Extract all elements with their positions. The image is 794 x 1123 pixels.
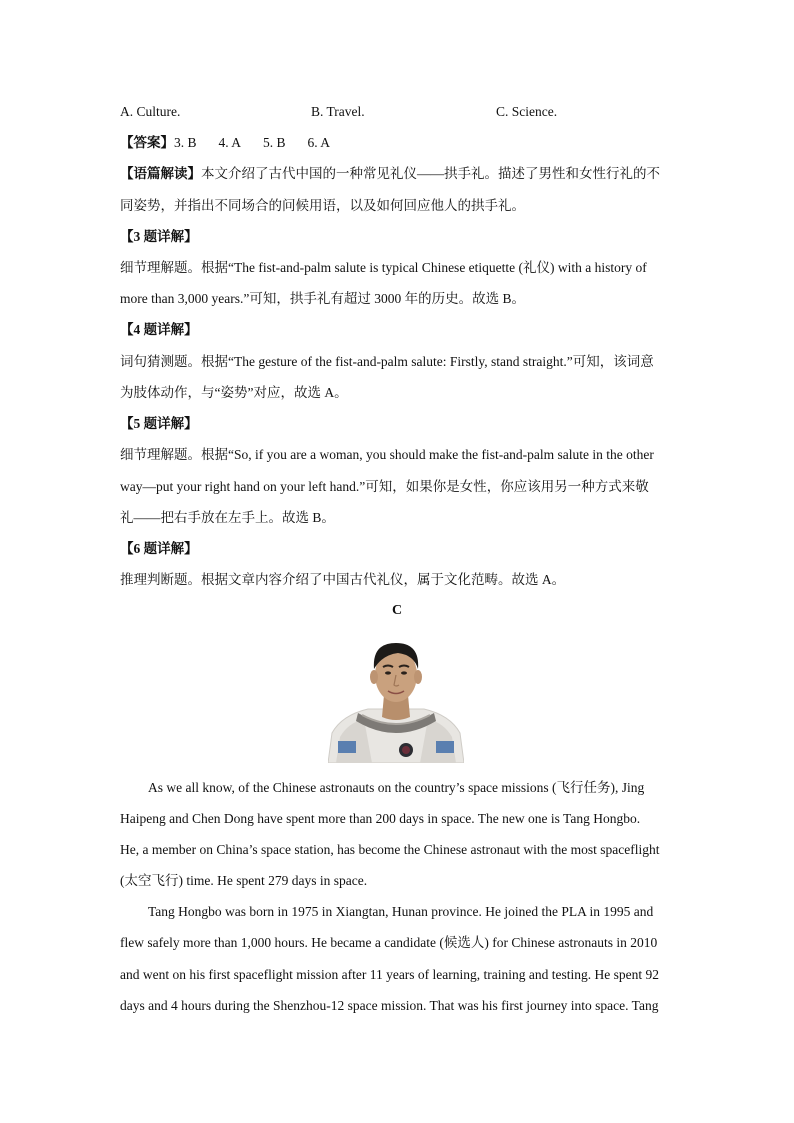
q6-heading: 【6 题详解】 (120, 541, 198, 556)
answer-line (120, 133, 675, 153)
passage-p2-line-1: Tang Hongbo was born in 1975 in Xiangtan, Hunan province. He joined the PLA in 1995 and (148, 904, 654, 919)
answer-item: 4. A (218, 135, 242, 150)
passage-p1-line-1: As we all know, of the Chinese astronauts on the country’s space missions (飞行任务), Jing (148, 780, 645, 795)
q5-line-1: 细节理解题。根据“So, if you are a woman, you should make the fist-and-palm salute in the other (120, 447, 654, 462)
q3-line-2: more than 3,000 years.”可知，拱手礼有超过 3000 年的历史。故选 B。 (120, 291, 525, 306)
option-b: B. Travel. (311, 104, 365, 119)
summary-text-1: 本文介绍了古代中国的一种常见礼仪——拱手礼。描述了男性和女性行礼的不 (201, 166, 660, 181)
summary-line-2: 同姿势，并指出不同场合的问候用语，以及如何回应他人的拱手礼。 (120, 198, 525, 213)
q5-heading: 【5 题详解】 (120, 416, 198, 431)
q4-heading: 【4 题详解】 (120, 322, 198, 337)
q4-line-2: 为肢体动作，与“姿势”对应，故选 A。 (120, 385, 348, 400)
passage-p1-line-3: He, a member on China’s space station, has become the Chinese astronaut with the most spaceflight (120, 842, 660, 857)
q3-line-1: 细节理解题。根据“The fist-and-palm salute is typical Chinese etiquette (礼仪) with a history of (120, 260, 647, 275)
summary-label: 【语篇解读】 (120, 166, 201, 181)
q5-line-3: 礼——把右手放在左手上。故选 B。 (120, 510, 335, 525)
option-a: A. Culture. (120, 104, 181, 119)
passage-p1-line-4: (太空飞行) time. He spent 279 days in space. (120, 873, 368, 888)
passage-p2-line-4: days and 4 hours during the Shenzhou-12 space mission. That was his first journey into space. Tang (120, 998, 659, 1013)
answer-item: 5. B (263, 135, 286, 150)
summary-line-1 (120, 164, 675, 184)
option-c: C. Science. (496, 104, 558, 119)
q3-heading: 【3 题详解】 (120, 229, 198, 244)
answer-label: 【答案】 (120, 135, 174, 150)
passage-p2-line-3: and went on his first spaceflight mission after 11 years of learning, training and testing. He spent 92 (120, 967, 659, 982)
passage-p1-line-2: Haipeng and Chen Dong have spent more than 200 days in space. The new one is Tang Hongbo. (120, 811, 641, 826)
astronaut-photo (328, 633, 464, 763)
answer-item: 6. A (307, 135, 331, 150)
q4-line-1: 词句猜测题。根据“The gesture of the fist-and-palm salute: Firstly, stand straight.”可知，该词意 (120, 354, 654, 369)
passage-p2-line-2: flew safely more than 1,000 hours. He became a candidate (候选人) for Chinese astronauts in 2010 (120, 935, 658, 950)
astronaut-illustration (328, 633, 464, 763)
q6-line-1: 推理判断题。根据文章内容介绍了中国古代礼仪，属于文化范畴。故选 A。 (120, 572, 566, 587)
section-letter: C (391, 603, 403, 618)
q5-line-2: way—put your right hand on your left hand.”可知，如果你是女性，你应该用另一种方式来敬 (120, 479, 649, 494)
answer-item: 3. B (174, 135, 197, 150)
